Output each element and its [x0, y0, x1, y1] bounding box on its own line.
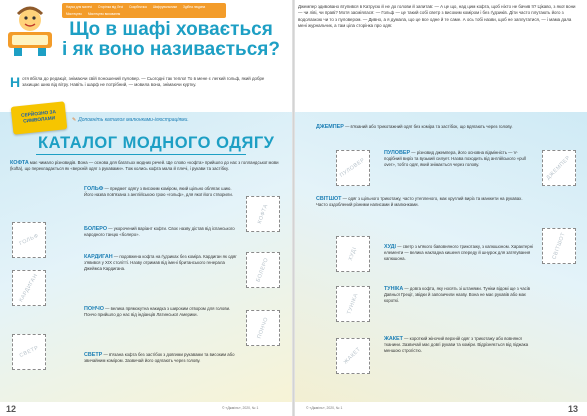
entry-hudi: ХУДІ — светр з м'якого бавовняного трикотажу, з капюшоном. Характерні елементи — велика накладна кишеня спереду й шнурок для затягування капюшона. — [384, 244, 534, 262]
page-number-left: 12 — [6, 404, 17, 414]
page-fold — [292, 0, 295, 416]
rubric-tag[interactable]: Сторінка від Лесі — [97, 5, 124, 9]
entry-svitshot: СВІТШОТ — одяг з щільного трикотажу, часто утепленого, має круглий виріз та манжети на рукавах. Часто оздоблений різними написами й малюнками. — [316, 196, 523, 208]
rubric-tag[interactable]: Мистецтво — [66, 11, 82, 16]
cutout-box[interactable]: ТУНІКА — [336, 286, 370, 322]
pencil-icon: ✎ — [72, 117, 77, 123]
entry-kofta: КОФТА має чимало різновидів. Вона — основа для багатьох модних речей. Ще слово «кофта» прийшло до нас з голландської мови (kofta), що перекладається як «верхній одяг з рукавами». Тож колись кофта мала й плечі, і рукави та застібку. — [10, 160, 279, 172]
entry-pulover: ПУЛОВЕР — різновид джемпера, його основна відмінність — V-подібний виріз та вузький силует. Назва походить від англійського «pull over», тобто одяг, який знімається через голову. — [384, 150, 526, 168]
page-number-right: 13 — [568, 404, 579, 414]
rubric-tag[interactable]: Наука для малечі — [66, 5, 92, 9]
cutout-box[interactable]: ЖАКЕТ — [336, 338, 370, 374]
title-line-1: Що в шафі ховається — [69, 19, 273, 40]
cutout-box[interactable]: ДЖЕМПЕР — [542, 150, 576, 186]
rubric-tag[interactable]: Шифрувальники — [152, 5, 178, 9]
rubric-tag[interactable]: Мистецтво виховання — [87, 11, 121, 16]
rubric-badge: СЕРЙОЗНО ЗА СИМВОЛАМИ — [11, 101, 68, 134]
rubric-tag[interactable]: Здібна людина — [183, 5, 206, 9]
entry-poncho: ПОНЧО — велика прямокутна накидка з широким отвором для голови. Пончо прийшло до нас від індіанців Латинської Америки. — [84, 306, 231, 318]
cutout-box[interactable]: ХУДІ — [336, 236, 370, 272]
copyright-right: © «Джміль», 2020, № 1 — [306, 406, 343, 410]
drop-cap: Н — [10, 74, 21, 90]
intro-paragraph: отя вбігла до редакції, знімаючи свій поношений пуловер. — Сьогодні так тепло! То в мене є легкий гольф, який добре захищає шию від вітру. Навіть і шарф не потрібний, — мовила вона, знімаючи куртку. — [22, 76, 265, 88]
entry-kardigan: КАРДИГАН — подовжена кофта на ґудзиках без коміра. Кардиган як одяг з'явився у XIX столітті. Назву отримав від імені британського генерала Джеймса Кардигана. — [84, 254, 237, 272]
cutout-box[interactable]: БОЛЕРО — [246, 252, 280, 288]
cutout-box[interactable]: ПОНЧО — [246, 310, 280, 346]
intro-right-text — [298, 4, 576, 29]
catalog-title: КАТАЛОГ МОДНОГО ОДЯГУ — [38, 134, 275, 152]
cutout-box[interactable]: СВІТШОТ — [542, 228, 576, 264]
cutout-box[interactable]: КАРДИГАН — [12, 270, 46, 306]
title-underline — [36, 154, 246, 155]
cutout-box[interactable]: ПУЛОВЕР — [336, 150, 370, 186]
magazine-logo-icon — [4, 2, 56, 58]
intro-paragraph: Джемпер здивовано втупився в Катрусю й не до голови й запитав: — А це що, над цим кофта, щоб ніхто не бачив її? Цікаво, з якої вони — чи ліві, чи праві? Мотя засміялася: — Гольф — це такий собі светр з високим коміром і без ґудзиків. Діти часто плутають його з водолазкою чи то з пуловером. — Дивно, а я думала, що це все одне й те саме. А ось тобі назви, щоб не заплутатися, — і мама дала мені журнальчик, а там ціла сторінка про одяг. — [298, 4, 576, 28]
title-line-2: і як воно називається? — [62, 39, 280, 60]
article-title — [58, 20, 284, 60]
cutout-box[interactable]: КОФТА — [246, 196, 280, 232]
entry-dzhemper: ДЖЕМПЕР — в'язаний або трикотажний одяг без коміра та застібок, що вдягають через голову. — [316, 124, 513, 130]
rubric-tag-bar — [62, 3, 226, 18]
rubric-tag[interactable]: Скарбничка — [129, 5, 147, 9]
copyright-left: © «Джміль», 2020, № 1 — [222, 406, 259, 410]
cutout-box[interactable]: СВЕТР — [12, 334, 46, 370]
entry-bolero: БОЛЕРО — укорочений варіант кофти. Своє назву дістав від іспанського народного танцю «болеро». — [84, 226, 235, 238]
entry-tunika: ТУНІКА — довга кофта, яку носять зі штанями. Туніки відомі ще з часів Давньої Греції, звідки й запозичили назву. Вона не має рукавів або має короткі. — [384, 286, 530, 304]
entry-zhaket: ЖАКЕТ — короткий жіночий верхній одяг з трикотажу або вовняної тканини. Зазвичай має довгі рукави та коміри. Відрізняється від піджака меншою строгістю. — [384, 336, 529, 354]
task-instruction: ✎ Доповніть каталог малюнками-ілюстраціями. — [72, 117, 189, 123]
intro-left-text — [10, 76, 282, 89]
cutout-box[interactable]: ГОЛЬФ — [12, 222, 46, 258]
entry-svetr: СВЕТР — в'язана кофта без застібок з довгими рукавами та високим або звичайним коміром. Зазвичай його одягають через голову. — [84, 352, 235, 364]
entry-golf: ГОЛЬФ — предмет одягу з високим коміром, який щільно облягає шию. Його назва пов'язана з англійською грою «гольф», для якої його створили. — [84, 186, 233, 198]
